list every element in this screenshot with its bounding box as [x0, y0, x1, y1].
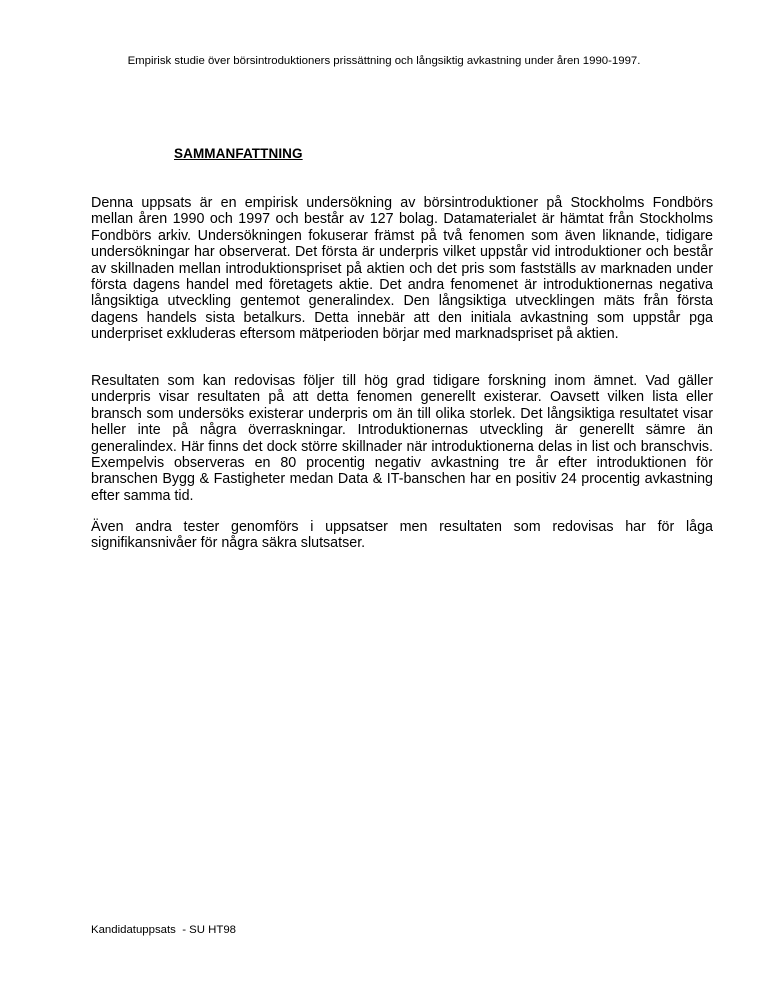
paragraph-summary: Denna uppsats är en empirisk undersökning av börsintroduktioner på Stockholms Fondbörs mellan åren 1990 och 1997 och består av 127 bolag. Datamaterialet är hämtat från Stockholms Fondbörs arkiv. Undersökningen fokuserar främst på två fenomen som även liknande, tidigare undersökningar har observerat. Det första är underpris vilket uppstår vid introduktioner och består av skillnaden mellan introduktionspriset på aktien och det pris som fastställs av marknaden under första dagens handel med företagets aktie. Det andra fenomenet är introduktionernas negativa långsiktiga utveckling gentemot generalindex. Den långsiktiga utvecklingen mäts från första dagens handels sista betalkurs. Detta innebär att den initiala avkastning som uppstår pga underpriset exkluderas eftersom mätperioden börjar med marknadspriset på aktien. — [91, 195, 713, 343]
section-title: SAMMANFATTNING — [174, 146, 303, 161]
paragraph-other-tests: Även andra tester genomförs i uppsatser men resultaten som redovisas har för låga signifikansnivåer för några säkra slutsatser. — [91, 519, 713, 552]
running-footer: Kandidatuppsats - SU HT98 — [91, 924, 236, 936]
paragraph-results: Resultaten som kan redovisas följer till hög grad tidigare forskning inom ämnet. Vad gäller underpris visar resultaten på att detta fenomen generellt existerar. Oavsett vilken lista eller bransch som undersöks existerar underpris om än till olika storlek. Det långsiktiga resultatet visar heller inte på några överraskningar. Introduktionernas utveckling är generellt sämre än generalindex. Här finns det dock större skillnader när introduktionerna delas in list och branschvis. Exempelvis observeras en 80 procentig negativ avkastning tre år efter introduktionen för branschen Bygg & Fastigheter medan Data & IT-banschen har en positiv 24 procentig avkastning efter samma tid. — [91, 373, 713, 504]
running-header: Empirisk studie över börsintroduktioners prissättning och långsiktig avkastning under åren 1990-1997. — [127, 55, 641, 67]
